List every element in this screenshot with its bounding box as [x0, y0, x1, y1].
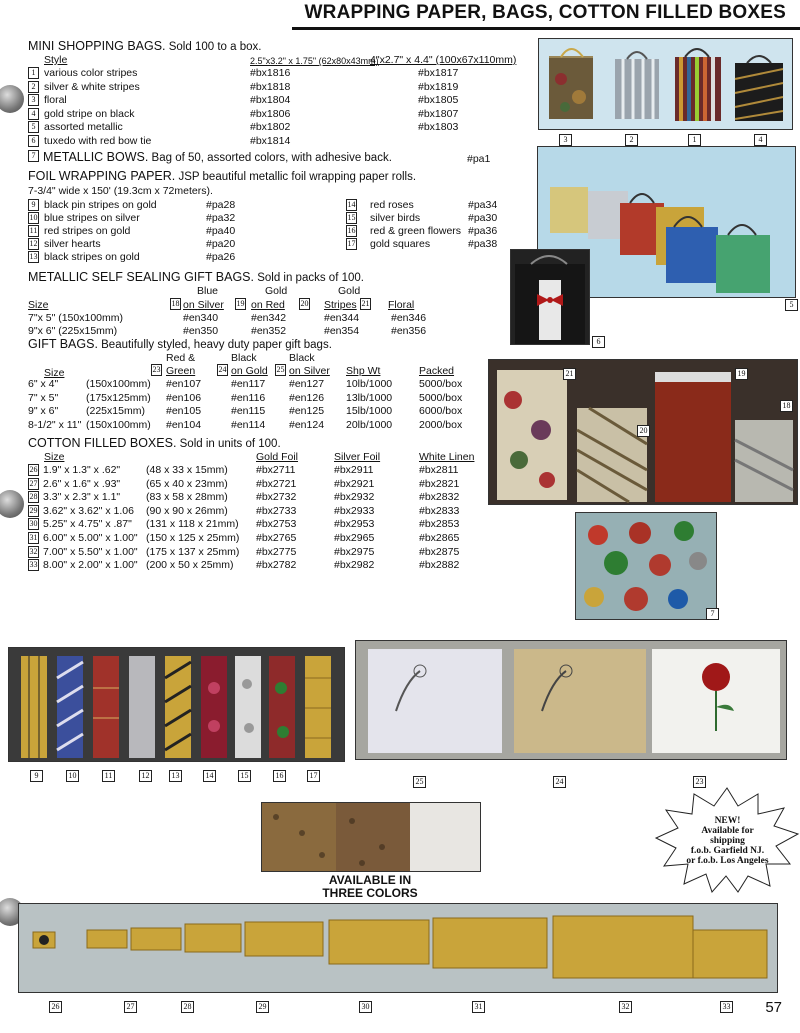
photo-label: 16 [273, 770, 286, 782]
self-seal-col-bottom: Stripes [324, 299, 357, 311]
photo-label: 3 [559, 134, 572, 146]
photo-label: 18 [780, 400, 793, 412]
cotton-col-gold: Gold Foil [256, 451, 299, 463]
foil-code: #pa40 [206, 225, 236, 237]
cotton-white-code: #bx2853 [419, 518, 460, 531]
foil-code: #pa28 [206, 199, 236, 211]
mini-bags-col-large: 4"x2.7" x 4.4" (100x67x110mm) [370, 54, 517, 66]
gift-ship: 13lb/1000 [346, 391, 393, 404]
gift-ship: 20lb/1000 [346, 418, 393, 431]
photo-label: 26 [49, 1001, 62, 1013]
gift-size: 6" x 4" [28, 378, 59, 390]
photo-label: 30 [359, 1001, 372, 1013]
item-number-badge: 18 [171, 299, 180, 308]
cotton-silver-code: #bx2975 [334, 545, 375, 558]
item-number-badge: 27 [29, 478, 38, 488]
foil-rolls-photo [8, 647, 345, 762]
gift-code: #en104 [166, 418, 202, 431]
gift-col-ship: Shp Wt [346, 365, 381, 377]
cotton-white-code: #bx2833 [419, 504, 460, 517]
self-seal-code: #en346 [391, 312, 427, 324]
gift-col-bottom: Green [166, 365, 196, 377]
self-seal-col-top: Gold [265, 285, 288, 297]
gift-col-top: Black [231, 352, 257, 364]
photo-label: 4 [754, 134, 767, 146]
gift-size: 9" x 6" [28, 405, 59, 417]
binder-hole [0, 85, 24, 113]
mini-bags-col-style: Style [44, 54, 68, 66]
gift-code: #en124 [289, 418, 325, 431]
item-number-badge: 16 [347, 226, 356, 235]
self-seal-col-top: Blue [197, 285, 219, 297]
item-number-badge: 31 [29, 533, 38, 542]
item-number-badge: 26 [29, 465, 38, 474]
gift-col-bottom: on Silver [289, 365, 330, 377]
photo-label: 6 [592, 336, 605, 348]
item-number-badge: 19 [236, 299, 245, 308]
cotton-gold-code: #bx2732 [256, 491, 297, 504]
item-number-badge: 5 [28, 121, 39, 133]
item-number-badge: 21 [361, 299, 370, 308]
gift-bags-photo [355, 640, 787, 760]
item-number-badge: 13 [29, 252, 38, 261]
cotton-silver-code: #bx2921 [334, 477, 375, 490]
foil-name: red stripes on gold [44, 225, 131, 237]
gift-code: #en117 [231, 378, 266, 390]
foil-code: #pa38 [468, 238, 498, 250]
item-number-badge: 30 [29, 519, 38, 529]
gift-code: #en126 [289, 391, 325, 404]
gift-code: #en116 [231, 391, 266, 404]
gift-size-mm: (150x100mm) [86, 418, 151, 431]
new-starburst-text: NEW! Available for shipping f.o.b. Garfield NJ. or f.o.b. Los Angeles [686, 816, 769, 866]
gift-packed: 5000/box [419, 378, 463, 390]
foil-name: black pin stripes on gold [44, 199, 157, 211]
self-seal-col-bottom: Floral [388, 299, 415, 311]
cotton-col-silver: Silver Foil [334, 451, 381, 463]
cotton-white-code: #bx2832 [419, 491, 460, 504]
cotton-boxes-photo [18, 903, 778, 993]
cotton-silver-code: #bx2953 [334, 518, 375, 531]
photo-label: 21 [563, 368, 576, 380]
mini-bag-style: floral [44, 94, 67, 106]
item-number-badge: 17 [347, 239, 356, 248]
photo-label: 32 [619, 1001, 632, 1013]
gift-code: #en105 [166, 405, 202, 417]
gift-code: #en106 [166, 391, 202, 404]
gift-col-top: Black [289, 352, 315, 364]
gift-size-mm: (225x15mm) [86, 405, 145, 417]
foil-code: #pa26 [206, 251, 236, 263]
mini-bags-photo [538, 38, 793, 130]
self-seal-col-top: Gold [338, 285, 361, 297]
foil-code: #pa32 [206, 212, 236, 224]
foil-name: red & green flowers [370, 225, 462, 237]
item-number-badge: 14 [347, 200, 356, 209]
mini-bag-large-code: #bx1807 [418, 107, 459, 120]
mini-bag-small-code: #bx1814 [250, 134, 291, 147]
item-number-badge: 25 [276, 365, 285, 374]
mini-bag-style: gold stripe on black [44, 107, 135, 120]
self-seal-col-bottom: on Red [251, 299, 285, 311]
item-number-badge: 32 [29, 546, 38, 556]
self-seal-size: 9"x 6" (225x15mm) [28, 325, 118, 337]
cotton-gold-code: #bx2733 [256, 504, 297, 517]
mini-bag-style: assorted metallic [44, 121, 123, 133]
cotton-silver-code: #bx2932 [334, 491, 375, 504]
three-colors-photo [261, 802, 481, 872]
cotton-size: 8.00" x 2.00" x 1.00" [43, 559, 138, 572]
gift-size: 7" x 5" [28, 391, 59, 404]
three-colors-caption: AVAILABLE IN THREE COLORS [322, 873, 418, 900]
item-number-badge: 2 [28, 81, 39, 93]
photo-label: 14 [203, 770, 216, 782]
binder-hole [0, 490, 24, 518]
gift-size-mm: (175x125mm) [86, 391, 151, 404]
cotton-size-mm: (90 x 90 x 26mm) [146, 504, 228, 517]
mini-bag-small-code: #bx1806 [250, 107, 291, 120]
foil-code: #pa36 [468, 225, 498, 237]
cotton-size: 3.3" x 2.3" x 1.1" [43, 491, 121, 504]
mini-bag-small-code: #bx1802 [250, 121, 291, 133]
gift-col-packed: Packed [419, 365, 455, 377]
cotton-silver-code: #bx2933 [334, 504, 375, 517]
item-number-badge: 24 [218, 365, 227, 374]
gift-packed: 6000/box [419, 405, 463, 417]
self-seal-code: #en344 [324, 312, 360, 324]
bows-code: #pa1 [467, 153, 491, 165]
bows-heading: METALLIC BOWS. Bag of 50, assorted colors, with adhesive back. [43, 150, 392, 164]
foil-heading: FOIL WRAPPING PAPER. JSP beautiful metallic foil wrapping paper rolls. [28, 169, 417, 183]
mini-bag-large-code: #bx1803 [418, 121, 459, 133]
photo-label: 10 [66, 770, 79, 782]
item-number-badge: 29 [29, 505, 38, 515]
mini-bag-style: silver & white stripes [44, 80, 140, 93]
gift-packed: 5000/box [419, 391, 463, 404]
self-seal-code: #en352 [251, 325, 287, 337]
self-seal-code: #en356 [391, 325, 427, 337]
foil-code: #pa20 [206, 238, 236, 250]
mini-bag-large-code: #bx1817 [418, 67, 459, 79]
self-seal-code: #en340 [183, 312, 219, 324]
mini-bag-small-code: #bx1804 [250, 94, 291, 106]
cotton-size-mm: (131 x 118 x 21mm) [146, 518, 239, 531]
cotton-gold-code: #bx2765 [256, 532, 297, 544]
gift-size: 8-1/2" x 11" [28, 418, 82, 431]
self-seal-code: #en342 [251, 312, 287, 324]
cotton-size-mm: (200 x 50 x 25mm) [146, 559, 234, 572]
cotton-silver-code: #bx2982 [334, 559, 375, 572]
foil-name: black stripes on gold [44, 251, 140, 263]
photo-label: 2 [625, 134, 638, 146]
self-seal-col-size: Size [28, 299, 49, 311]
cotton-silver-code: #bx2965 [334, 532, 375, 544]
mini-bag-small-code: #bx1818 [250, 80, 291, 93]
cotton-gold-code: #bx2753 [256, 518, 297, 531]
gift-ship: 15lb/1000 [346, 405, 393, 417]
self-seal-heading: METALLIC SELF SEALING GIFT BAGS. Sold in packs of 100. [28, 270, 364, 284]
photo-label: 24 [553, 776, 566, 788]
mini-bag-small-code: #bx1816 [250, 67, 291, 79]
mini-bag-large-code: #bx1805 [418, 94, 459, 106]
gift-bags-heading: GIFT BAGS. Beautifully styled, heavy duty paper gift bags. [28, 337, 332, 351]
gift-size-mm: (150x100mm) [86, 378, 151, 390]
tuxedo-bag-photo [510, 249, 590, 345]
page-title: WRAPPING PAPER, BAGS, COTTON FILLED BOXES [304, 2, 786, 23]
mini-bag-large-code: #bx1819 [418, 80, 459, 93]
item-number-badge: 4 [28, 108, 39, 120]
item-number-badge: 23 [152, 365, 161, 374]
gift-col-top: Red & [166, 352, 196, 364]
self-seal-code: #en354 [324, 325, 360, 337]
foil-name: gold squares [370, 238, 431, 250]
photo-label: 15 [238, 770, 251, 782]
cotton-white-code: #bx2811 [419, 464, 459, 476]
cotton-white-code: #bx2865 [419, 532, 460, 544]
foil-name: blue stripes on silver [44, 212, 140, 224]
photo-label: 1 [688, 134, 701, 146]
item-number-badge: 1 [28, 67, 39, 79]
gift-col-bottom: on Gold [231, 365, 268, 377]
photo-label: 7 [706, 608, 719, 620]
photo-label: 27 [124, 1001, 137, 1013]
cotton-col-white: White Linen [419, 451, 475, 463]
mini-bags-heading: MINI SHOPPING BAGS. Sold 100 to a box. [28, 39, 262, 53]
cotton-size: 2.6" x 1.6" x .93" [43, 477, 121, 490]
foil-size: 7-3/4" wide x 150' (19.3cm x 72meters). [28, 185, 213, 197]
photo-label: 25 [413, 776, 426, 788]
photo-label: 31 [472, 1001, 485, 1013]
cotton-size-mm: (150 x 125 x 25mm) [146, 532, 240, 544]
photo-label: 5 [785, 299, 798, 311]
item-number-badge: 11 [29, 226, 38, 235]
gift-ship: 10lb/1000 [346, 378, 393, 390]
item-number-badge: 3 [28, 94, 39, 106]
gift-code: #en115 [231, 405, 266, 417]
cotton-heading: COTTON FILLED BOXES. Sold in units of 100. [28, 436, 281, 450]
gift-packed: 2000/box [419, 418, 463, 431]
cotton-gold-code: #bx2711 [256, 464, 296, 476]
photo-label: 17 [307, 770, 320, 782]
cotton-white-code: #bx2821 [419, 477, 460, 490]
item-number-badge: 9 [28, 199, 39, 211]
self-seal-code: #en350 [183, 325, 219, 337]
cotton-size: 5.25" x 4.75" x .87" [43, 518, 132, 531]
gift-code: #en127 [289, 378, 325, 390]
cotton-gold-code: #bx2775 [256, 545, 297, 558]
gift-code: #en114 [231, 418, 266, 431]
mini-bags-col-small: 2.5"x3.2" x 1.75" (62x80x43mm) [250, 56, 379, 66]
cotton-size: 1.9" x 1.3" x .62" [43, 464, 121, 476]
cotton-size: 7.00" x 5.50" x 1.00" [43, 545, 138, 558]
title-rule [292, 27, 800, 30]
cotton-size: 6.00" x 5.00" x 1.00" [43, 532, 138, 544]
cotton-size-mm: (83 x 58 x 28mm) [146, 491, 228, 504]
cotton-size-mm: (48 x 33 x 15mm) [146, 464, 228, 476]
item-number-badge: 33 [29, 560, 38, 570]
cotton-gold-code: #bx2782 [256, 559, 297, 572]
photo-label: 29 [256, 1001, 269, 1013]
gift-code: #en125 [289, 405, 325, 417]
item-number-badge: 6 [28, 135, 39, 147]
foil-name: silver birds [370, 212, 421, 224]
page-number: 57 [765, 999, 782, 1016]
photo-label: 23 [693, 776, 706, 788]
photo-label: 28 [181, 1001, 194, 1013]
mini-bag-style: tuxedo with red bow tie [44, 134, 152, 147]
cotton-silver-code: #bx2911 [334, 464, 374, 476]
photo-label: 33 [720, 1001, 733, 1013]
item-number-badge: 10 [29, 213, 38, 222]
foil-name: silver hearts [44, 238, 101, 250]
cotton-size-mm: (65 x 40 x 23mm) [146, 477, 228, 490]
cotton-col-size: Size [44, 451, 65, 463]
photo-label: 19 [735, 368, 748, 380]
cotton-size: 3.62" x 3.62" x 1.06 [43, 504, 134, 517]
foil-code: #pa30 [468, 212, 498, 224]
item-number-badge: 12 [29, 239, 38, 248]
gift-col-size: Size [44, 367, 65, 379]
item-number-badge: 28 [29, 492, 38, 502]
item-number-badge: 15 [347, 213, 356, 222]
cotton-gold-code: #bx2721 [256, 477, 297, 490]
photo-label: 20 [637, 425, 650, 437]
photo-label: 13 [169, 770, 182, 782]
photo-label: 12 [139, 770, 152, 782]
self-seal-size: 7"x 5" (150x100mm) [28, 312, 123, 324]
foil-code: #pa34 [468, 199, 498, 211]
gift-code: #en107 [166, 378, 202, 390]
self-seal-col-bottom: on Silver [183, 299, 224, 311]
foil-name: red roses [370, 199, 414, 211]
cotton-size-mm: (175 x 137 x 25mm) [146, 545, 240, 558]
photo-label: 11 [102, 770, 115, 782]
cotton-white-code: #bx2882 [419, 559, 460, 572]
item-number-badge: 20 [300, 299, 309, 308]
bows-photo [575, 512, 717, 620]
cotton-white-code: #bx2875 [419, 545, 460, 558]
mini-bag-style: various color stripes [44, 67, 138, 79]
photo-label: 9 [30, 770, 43, 782]
item-number-badge: 7 [28, 150, 39, 162]
